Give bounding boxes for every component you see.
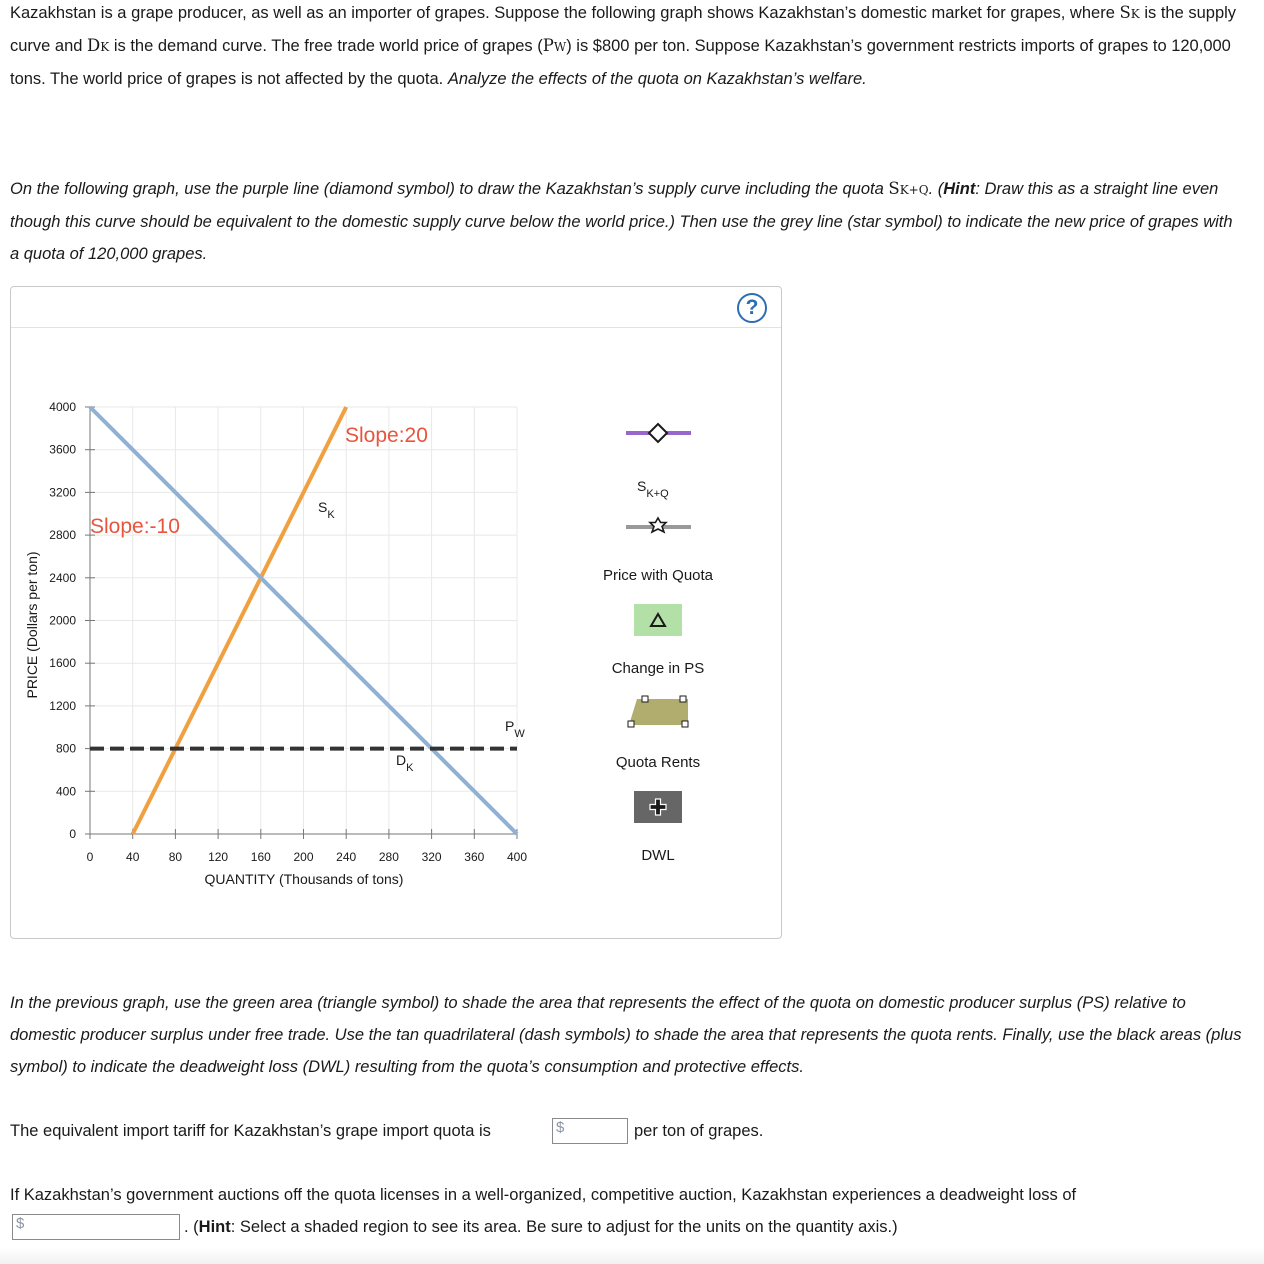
legend-skq-label: $S_{K+Q}$ (637, 478, 669, 500)
instr-text-1: On the following graph, use the purple line (diamond symbol) to draw the Kazakhstan’s supply curve including the quota (10, 180, 889, 198)
star-icon (650, 518, 666, 532)
dwl-question: If Kazakhstan’s government auctions off the quota licenses in a well-organized, competitive auction, Kazakhstan experiences a deadweight loss of (10, 1186, 1077, 1204)
shading-instructions: In the previous graph, use the green area (triangle symbol) to shade the area that represents the effect of the quota on domestic producer surplus (PS) relative to domestic producer surplus under free trade. Use the tan quadrilateral (dash symbols) to shade the area that represents the quota rents. Finally, use the black areas (plus symbol) to indicate the deadweight loss (DWL) resulting from the quota’s consumption and protective effects. (10, 994, 1242, 1076)
dash-handle-icon (680, 696, 686, 702)
x-tick-label: 120 (208, 850, 229, 864)
dk-symbol: DK (87, 36, 110, 55)
tariff-question: The equivalent import tariff for Kazakhstan’s grape import quota is (10, 1122, 491, 1140)
tariff-suffix: per ton of grapes. (634, 1122, 764, 1140)
change-ps-swatch (634, 604, 682, 636)
y-tick-label: 800 (55, 741, 76, 756)
y-axis-label: PRICE (Dollars per ton) (24, 551, 40, 699)
help-icon[interactable]: ? (737, 293, 767, 323)
legend-price-quota-tool[interactable] (626, 518, 691, 532)
legend-change-ps-label: Change in PS (611, 660, 705, 677)
intro-text-1: Kazakhstan is a grape producer, as well as an importer of grapes. Suppose the following graph shows Kazakhstan’s domestic market for grapes, where (10, 4, 1120, 22)
currency-symbol: $ (16, 1215, 25, 1232)
legend-dwl-label: DWL (641, 847, 675, 864)
hint-label: Hint (943, 180, 976, 198)
legend-skq-tool[interactable] (626, 424, 691, 442)
x-tick-label: 40 (126, 850, 140, 864)
intro-task: Analyze the effects of the quota on Kazakhstan’s welfare. (447, 70, 867, 88)
y-tick-label: 1600 (49, 656, 76, 671)
x-tick-label: 280 (378, 850, 399, 864)
legend-dwl-tool[interactable] (634, 791, 682, 823)
x-tick-label: 400 (506, 850, 528, 864)
y-tick-label: 3600 (49, 442, 76, 457)
graph-panel (10, 286, 782, 939)
y-tick-label: 3200 (49, 485, 76, 500)
diamond-icon (649, 424, 667, 442)
pw-symbol: PW (542, 36, 567, 55)
demand-curve-label: $D_K$ (396, 752, 414, 774)
legend-change-ps-tool[interactable] (634, 604, 682, 636)
dash-handle-icon (682, 721, 688, 727)
x-tick-label: 80 (168, 850, 183, 864)
supply-curve-label: $S_K$ (318, 499, 335, 521)
y-tick-label: 400 (55, 784, 76, 799)
question-intro (10, 0, 1245, 95)
instr-text-2: : Draw this as a straight line even though this curve should be equivalent to the domestic supply curve below the world price.) Then use the grey line (star symbol) to indicate the new price of grapes with a quota of 120,000 grapes. (10, 180, 1233, 263)
sk-symbol: SK (1119, 3, 1140, 22)
y-tick-label: 2800 (49, 528, 76, 543)
x-tick-label: 200 (293, 850, 314, 864)
dash-handle-icon (628, 721, 634, 727)
legend-quota-rents-tool[interactable] (628, 696, 688, 727)
quota-rents-swatch (629, 699, 688, 725)
y-tick-label: 2000 (49, 613, 76, 628)
currency-symbol: $ (556, 1119, 565, 1136)
axis-ticks (49, 400, 527, 864)
demand-slope-label: Slope:-10 (90, 515, 180, 538)
x-tick-label: 160 (250, 850, 271, 864)
legend-price-quota-label: Price with Quota (602, 567, 714, 584)
intro-text-2: is the supply curve and (10, 4, 1237, 55)
supply-slope-label: Slope:20 (345, 424, 428, 447)
graph-instructions: On the following graph, use the purple line (diamond symbol) to draw the Kazakhstan’s supply curve including the quota SK+Q. (Hint: Draw this as a straight line even though this curve should be equivalent to the domestic supply curve below the world price.) Then use the grey line (star symbol) to indicate the new price of grapes with a quota of 120,000 grapes. (10, 179, 1233, 263)
x-axis-label: QUANTITY (Thousands of tons) (204, 871, 404, 887)
y-tick-label: 4000 (49, 400, 76, 414)
intro-text-3: is the demand curve. The free trade world price of grapes ( (109, 37, 543, 55)
dwl-hint: . (Hint: Select a shaded region to see its area. Be sure to adjust for the units on the quantity axis.) (184, 1218, 898, 1236)
world-price-label: $P_W$ (505, 718, 525, 740)
x-tick-label: 360 (464, 850, 485, 864)
hint-label: Hint (198, 1218, 231, 1236)
graph-svg[interactable] (11, 287, 781, 938)
legend-quota-rents-label: Quota Rents (615, 754, 701, 771)
x-tick-label: 0 (86, 850, 94, 864)
y-tick-label: 0 (69, 827, 76, 841)
y-tick-label: 1200 (49, 698, 76, 713)
skq-symbol: SK+Q (888, 179, 929, 198)
dash-handle-icon (642, 696, 648, 702)
intro-text-4: ) is $800 per ton. Suppose Kazakhstan’s government restricts imports of grapes to 120,000 tons. The world price of grapes is not affected by the quota. (10, 37, 1231, 88)
x-tick-label: 320 (421, 850, 442, 864)
page-bottom (0, 1248, 1264, 1264)
y-tick-label: 2400 (49, 570, 76, 585)
dwl-input[interactable] (12, 1214, 180, 1240)
tariff-input[interactable] (552, 1118, 628, 1144)
x-tick-label: 240 (336, 850, 357, 864)
